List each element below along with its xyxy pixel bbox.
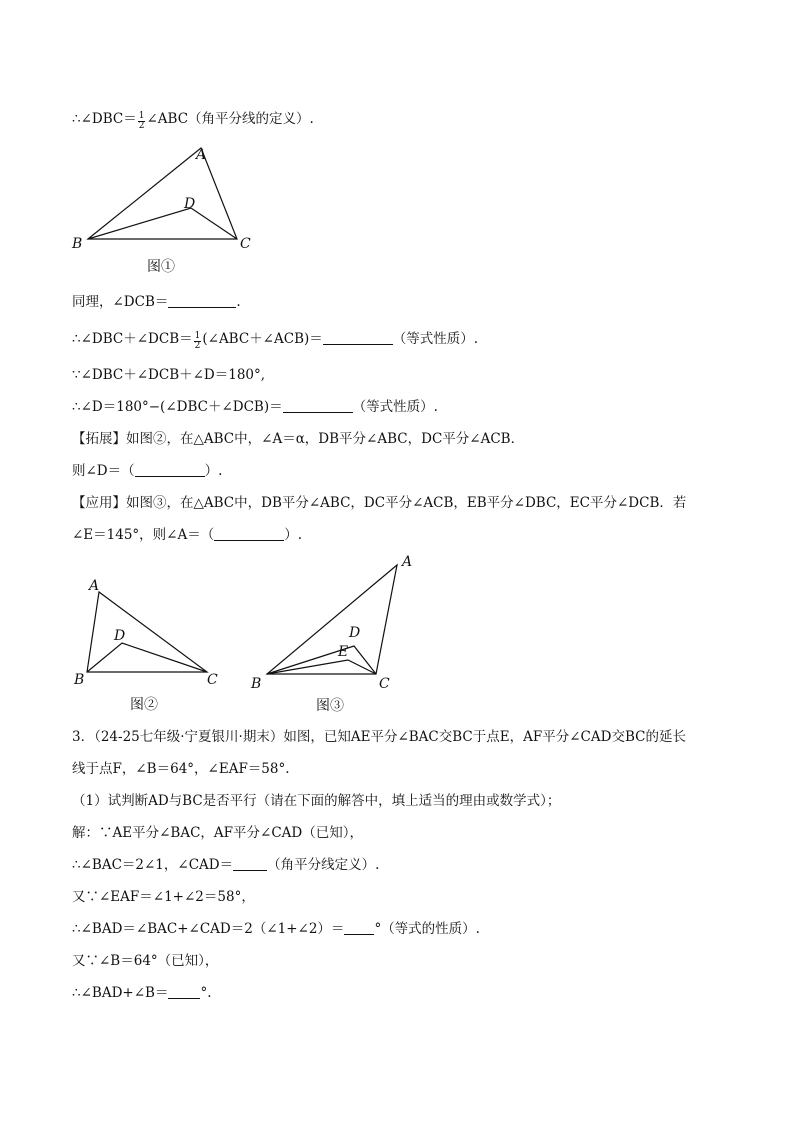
q3-solution-2: ∴∠BAC＝2∠1，∠CAD＝ （角平分线定义）.: [72, 857, 380, 873]
figure-1: [70, 140, 270, 275]
answer-blank-5[interactable]: [214, 527, 284, 541]
q3-part-1: （1）试判断AD与BC是否平行（请在下面的解答中，填上适当的理由或数学式）；: [72, 793, 561, 809]
line-dcb-same: 同理，∠DCB＝ .: [72, 294, 241, 310]
fraction-one-half-2: $\frac{1}{2}$: [194, 331, 201, 351]
fig2-label-b: B: [74, 672, 85, 688]
q3-solution-3: 又∵∠EAF＝∠1+∠2＝58°，: [72, 889, 255, 905]
answer-blank-4[interactable]: [135, 463, 205, 477]
fig3-label-e: E: [338, 644, 349, 660]
line-extension: 【拓展】如图②，在△ABC中，∠A＝α，DB平分∠ABC，DC平分∠ACB．: [72, 431, 525, 447]
fig2-label-a: A: [89, 578, 100, 594]
fig3-label-b: B: [251, 676, 262, 692]
fig2-caption: 图②: [130, 697, 158, 713]
line-sum-half: ∴∠DBC＋∠DCB＝ $\frac{1}{2}$ (∠ABC＋∠ACB)＝ （等式性质）.: [72, 331, 479, 351]
figure-3: [250, 550, 430, 720]
line-dbc-half-abc: ∴∠DBC＝ $\frac{1}{2}$ ∠ABC（角平分线的定义）.: [72, 111, 314, 131]
fig3-label-c: C: [379, 676, 390, 692]
line-angle-sum: ∵∠DBC＋∠DCB＋∠D＝180°,: [72, 367, 266, 383]
fig1-caption: 图①: [147, 259, 175, 275]
fig1-label-b: B: [72, 236, 83, 252]
fig1-label-a: A: [196, 147, 207, 163]
answer-blank-1[interactable]: [168, 294, 236, 308]
answer-blank-6[interactable]: [233, 857, 267, 871]
fig3-label-a: A: [402, 554, 413, 570]
q3-solution-1: 解：∵AE平分∠BAC，AF平分∠CAD（已知），: [72, 825, 363, 841]
fraction-one-half: $\frac{1}{2}$: [138, 111, 145, 131]
figure-2: [70, 570, 240, 720]
q3-solution-6: ∴∠BAD+∠B＝ °.: [72, 985, 212, 1001]
fig1-label-c: C: [240, 236, 251, 252]
q3-stem-line-1: 3．（24-25七年级·宁夏银川·期末）如图，已知AE平分∠BAC交BC于点E，AF平分∠CAD交BC的延长: [72, 729, 686, 745]
fig2-label-c: C: [207, 672, 218, 688]
line-application: 【应用】如图③，在△ABC中，DB平分∠ABC，DC平分∠ACB，EB平分∠DBC，EC平分∠DCB．若: [72, 495, 687, 511]
fig3-caption: 图③: [316, 698, 344, 714]
q3-stem-line-2: 线于点F，∠B＝64°，∠EAF＝58°.: [72, 761, 290, 777]
line-extension-answer: 则∠D＝（ ）.: [72, 463, 223, 479]
line-angle-d: ∴∠D＝180°−(∠DBC＋∠DCB)＝ （等式性质）.: [72, 399, 438, 415]
fig3-label-d: D: [349, 625, 361, 641]
q3-solution-5: 又∵∠B＝64°（已知），: [72, 953, 219, 969]
fig2-label-d: D: [114, 628, 126, 644]
answer-blank-8[interactable]: [168, 985, 200, 999]
line-application-answer: ∠E＝145°，则∠A＝（ ）.: [72, 527, 303, 543]
answer-blank-2[interactable]: [323, 331, 393, 345]
answer-blank-7[interactable]: [344, 921, 374, 935]
q3-solution-4: ∴∠BAD＝∠BAC+∠CAD＝2（∠1+∠2）＝ °（等式的性质）.: [72, 921, 480, 937]
answer-blank-3[interactable]: [283, 399, 353, 413]
fig1-label-d: D: [184, 196, 196, 212]
